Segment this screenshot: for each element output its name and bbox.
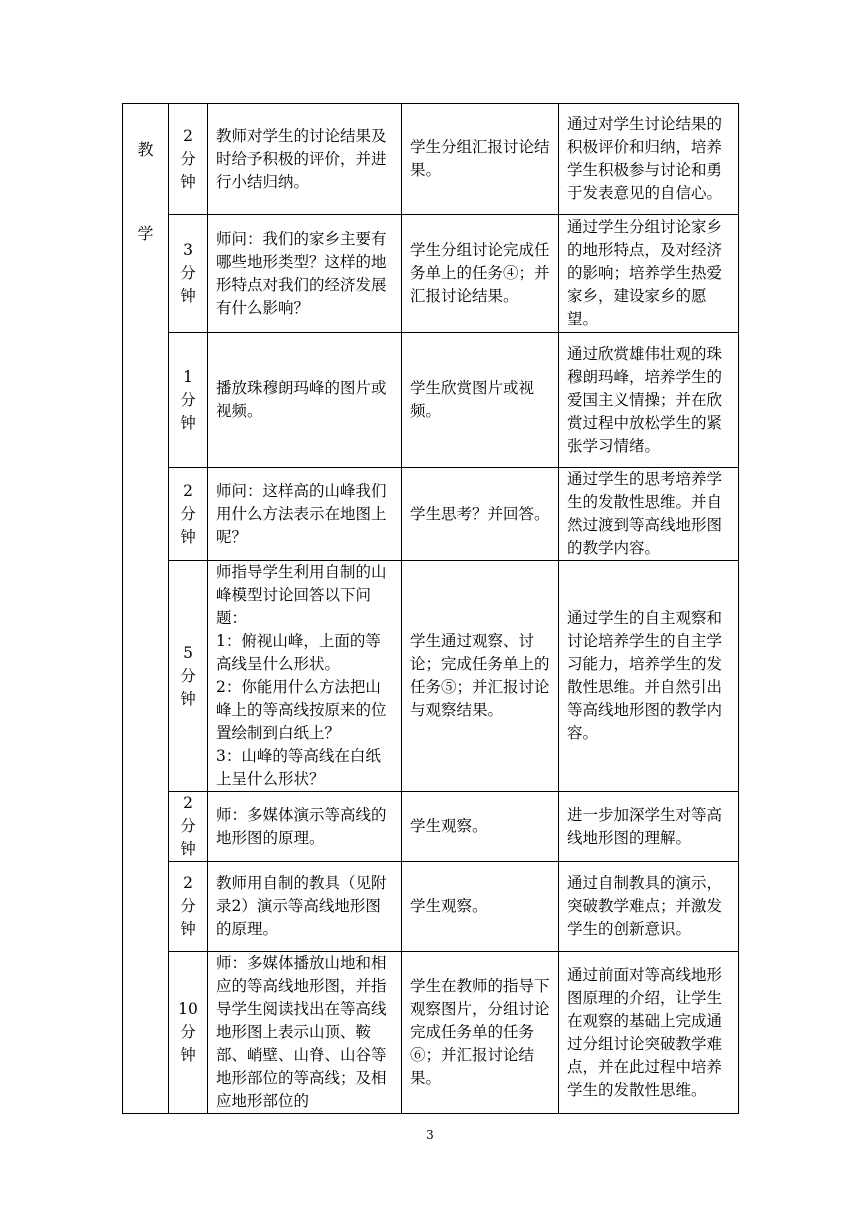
design-intent: 通过学生的自主观察和讨论培养学生的自主学习能力，培养学生的发散性思维。并自然引出等高线地形图的教学内容。 [559,561,739,792]
time-cell [169,215,208,333]
time-number: 1 [183,367,193,386]
student-activity: 学生欣赏图片或视频。 [402,333,559,468]
lesson-plan-table [122,103,739,1114]
time-cell [169,952,208,1114]
teacher-activity: 师问：这样高的山峰我们用什么方法表示在地图上呢？ [208,468,402,561]
teacher-activity: 教师用自制的教具（见附录2）演示等高线地形图的原理。 [208,862,402,952]
student-activity: 学生通过观察、讨论；完成任务单上的任务⑤；并汇报讨论与观察结果。 [402,561,559,792]
student-activity: 学生分组汇报讨论结果。 [402,104,559,215]
time-cell [169,792,208,862]
student-activity: 学生在教师的指导下观察图片，分组讨论完成任务单的任务⑥；并汇报讨论结果。 [402,952,559,1114]
time-number: 2 [183,126,193,145]
teacher-activity [208,561,402,792]
time-unit: 分 [180,149,196,168]
time-unit: 分 [180,897,196,915]
time-number: 3 [183,241,193,259]
time-cell [169,862,208,952]
time-number: 10 [178,1000,198,1018]
time-unit: 分 [180,264,196,282]
design-intent: 通过学生分组讨论家乡的地形特点，及对经济的影响；培养学生热爱家乡，建设家乡的愿望。 [559,215,739,333]
student-activity: 学生思考？并回答。 [402,468,559,561]
table-row [123,561,739,792]
table-row [123,104,739,215]
design-intent: 通过学生的思考培养学生的发散性思维。并自然过渡到等高线地形图的教学内容。 [559,468,739,561]
time-unit: 钟 [180,920,196,938]
design-intent: 通过自制教具的演示，突破教学难点；并激发学生的创新意识。 [559,862,739,952]
table-row [123,468,739,561]
design-intent: 通过前面对等高线地形图原理的介绍，让学生在观察的基础上完成通过分组讨论突破教学难点，并在此过程中培养学生的发散性思维。 [559,952,739,1114]
time-unit: 钟 [180,413,196,432]
time-number: 2 [183,794,193,812]
teacher-activity: 播放珠穆朗玛峰的图片或视频。 [208,333,402,468]
design-intent: 通过欣赏雄伟壮观的珠穆朗玛峰，培养学生的爱国主义情操；并在欣赏过程中放松学生的紧张学习情绪。 [559,333,739,468]
student-activity: 学生观察。 [402,862,559,952]
time-unit: 分 [180,817,196,835]
table-row [123,333,739,468]
teacher-instruction: 师指导学生利用自制的山峰模型讨论回答以下问题： [216,563,387,627]
time-unit: 钟 [180,1046,196,1064]
question-item: 1：俯视山峰，上面的等高线呈什么形状。 [216,632,381,673]
table-row [123,862,739,952]
stage-cell [123,104,169,1114]
time-number: 5 [183,643,193,662]
time-cell [169,333,208,468]
table-row [123,215,739,333]
question-item: 3：山峰的等高线在白纸上呈什么形状？ [216,747,381,788]
teacher-activity: 教师对学生的讨论结果及时给予积极的评价，并进行小结归纳。 [208,104,402,215]
table-row [123,792,739,862]
stage-label-char: 学 [137,224,154,243]
teacher-activity: 师问：我们的家乡主要有哪些地形类型？这样的地形特点对我们的经济发展有什么影响？ [208,215,402,333]
design-intent: 进一步加深学生对等高线地形图的理解。 [559,792,739,862]
time-cell [169,561,208,792]
time-unit: 分 [180,666,196,685]
time-unit: 钟 [180,172,196,191]
time-number: 2 [183,874,193,892]
time-cell [169,104,208,215]
stage-label-char: 教 [137,140,154,159]
question-item: 2：你能用什么方法把山峰上的等高线按原来的位置绘制到白纸上？ [216,678,387,742]
teacher-activity: 师：多媒体演示等高线的地形图的原理。 [208,792,402,862]
teacher-activity: 师：多媒体播放山地和相应的等高线地形图，并指导学生阅读找出在等高线地形图上表示山顶、鞍部、峭壁、山脊、山谷等地形部位的等高线；及相应地形部位的 [208,952,402,1114]
time-unit: 分 [180,1023,196,1041]
student-activity: 学生观察。 [402,792,559,862]
time-unit: 分 [180,390,196,409]
student-activity: 学生分组讨论完成任务单上的任务④；并汇报讨论结果。 [402,215,559,333]
time-unit: 钟 [180,840,196,858]
table-row [123,952,739,1114]
time-unit: 分 [180,504,196,523]
time-number: 2 [183,481,193,500]
time-cell [169,468,208,561]
page-number: 3 [426,1128,434,1142]
time-unit: 钟 [180,689,196,708]
time-unit: 钟 [180,527,196,546]
design-intent: 通过对学生讨论结果的积极评价和归纳，培养学生积极参与讨论和勇于发表意见的自信心。 [559,104,739,215]
time-unit: 钟 [180,287,196,305]
